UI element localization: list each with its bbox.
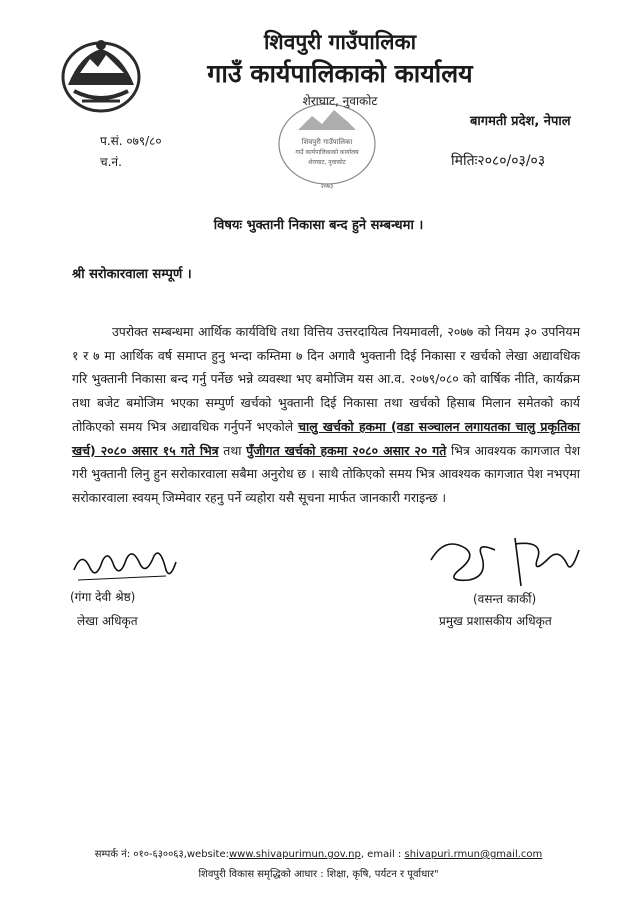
footer-email-link[interactable]: shivapuri.rmun@gmail.com <box>404 849 543 860</box>
signatory-left-name: (गंगा देवी श्रेष्ठ) <box>70 590 136 604</box>
body-part1: उपरोक्त सम्बन्धमा आर्थिक कार्यविधि तथा वित्तिय उत्तरदायित्व नियमावली, २०७७ को नियम ३० उपनियम १ र ७ मा आर्थिक वर्ष समाप्त हुनु भन्दा कम्तिमा ७ दिन अगावै भुक्तानी दिई निकासा र खर्चको लेखा अद्यावधिक गरि भुक्तानी निकासा बन्द गर्नु पर्नेछ भन्ने व्यवस्था भए बमोजिम यस आ.व. २०७९/०८० को वार्षिक नीति, कार्यक्रम तथा बजेट बमोजिम भएका सम्पुर्ण खर्चको भुक्तानी दिई निकासा तथा खर्चको हिसाब मिलान समेतको कार्य तोकिएको समय भित्र अद्यावधिक गर्नुपर्ने भएकोले <box>72 324 580 434</box>
footer-contact <box>0 846 637 860</box>
office-stamp-icon <box>268 98 386 194</box>
body-underline-current-expense: चालु खर्चको हकमा (वडा सञ्चालन लगायतका चालु प्रकृतिका खर्च) २०८० असार १५ गते भित्र <box>72 418 580 458</box>
stamp-line3: शेराघाट, नुवाकोट <box>308 159 346 166</box>
signatory-right-title: प्रमुख प्रशासकीय अधिकृत <box>439 614 552 628</box>
signatory-right-name: (वसन्त कार्की) <box>473 592 537 606</box>
footer-email-label: , email : <box>360 849 405 860</box>
stamp-line2: गाउँ कार्यपालिकाको कार्यालय <box>295 149 359 156</box>
header-province: बागमती प्रदेश, नेपाल <box>470 114 571 129</box>
header-location: शेराघाट, नुवाकोट <box>302 94 378 108</box>
letter-body <box>72 320 580 510</box>
body-part3: भित्र आवश्यक कागजात पेश गरी भुक्तानी लिनु हुन सरोकारवाला सबैमा अनुरोध छ । साथै तोकिएको समय भित्र आवश्यक कागजात पेश नभएमा सरोकारवाला स्वयम् जिम्मेवार रहनु पर्ने व्यहोरा यसै सूचना मार्फत जानकारी गराइन्छ । <box>72 442 581 505</box>
header-line1: शिवपुरी गाउँपालिका <box>263 30 417 54</box>
nepal-emblem-icon <box>60 35 142 113</box>
header-office: गाउँ कार्यपालिकाको कार्यालय <box>207 59 473 88</box>
footer-motto: शिवपुरी विकास समृद्धिको आधार : शिक्षा, कृषि, पर्यटन र पूर्वाधार" <box>198 869 439 880</box>
footer-contact-label: सम्पर्क नं: ०१०-६३००६३,website: <box>94 849 229 860</box>
stamp-year: २०७३ <box>320 183 334 190</box>
stamp-line1: शिवपुरी गाउँपालिका <box>301 138 353 146</box>
footer-website-link[interactable]: www.shivapurimun.gov.np <box>229 849 361 860</box>
reference-number: प.सं. ०७९/८० <box>100 134 162 148</box>
body-underline-capital-expense: पुँजीगत खर्चको हकमा २०८० असार २० गते <box>246 442 447 458</box>
body-part2: तथा <box>218 442 247 458</box>
letter-date: मितिः२०८०/०३/०३ <box>451 153 546 169</box>
subject-line: विषयः भुक्तानी निकासा बन्द हुने सम्बन्धमा । <box>213 218 424 233</box>
signatory-left-title: लेखा अधिकृत <box>77 614 138 628</box>
dispatch-number: च.नं. <box>100 155 122 169</box>
salutation: श्री सरोकारवाला सम्पूर्ण । <box>72 267 192 282</box>
